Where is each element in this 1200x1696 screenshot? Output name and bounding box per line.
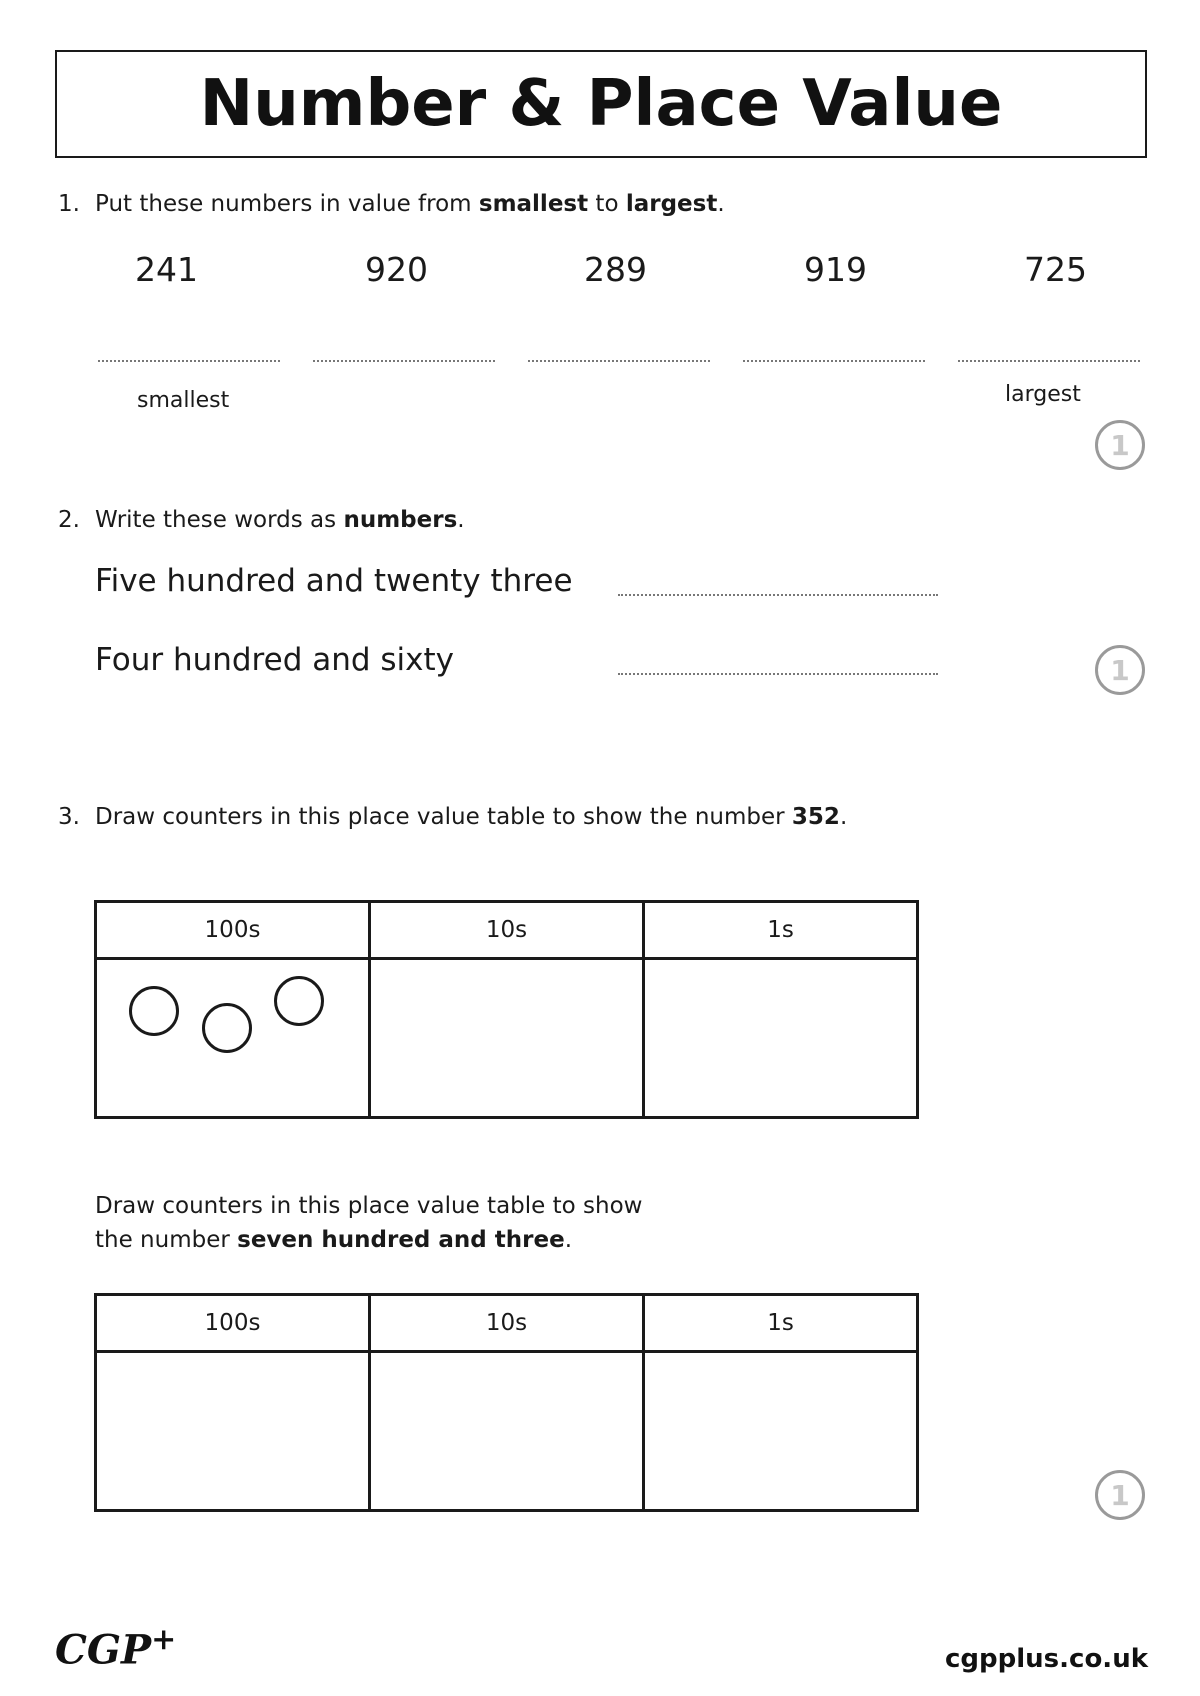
title-box bbox=[55, 50, 1147, 158]
pv1-header-tens: 10s bbox=[370, 902, 644, 959]
pv2-cell-tens[interactable] bbox=[370, 1352, 644, 1511]
footer-url: cgpplus.co.uk bbox=[945, 1644, 1148, 1674]
q1-text-mid: to bbox=[588, 191, 626, 217]
cgp-logo-plus: + bbox=[151, 1622, 177, 1657]
q2-number: 2. bbox=[58, 507, 80, 533]
q2-mark-value: 1 bbox=[1110, 653, 1130, 687]
q1-label-largest: largest bbox=[1005, 382, 1081, 407]
q1-text-bold2: largest bbox=[625, 191, 718, 217]
page-title: Number & Place Value bbox=[199, 67, 1003, 141]
q2-text-bold: numbers bbox=[343, 507, 458, 533]
q1-number-item: 289 bbox=[584, 250, 647, 289]
q3-number: 3. bbox=[58, 804, 80, 830]
q1-answer-line-1[interactable] bbox=[98, 360, 280, 362]
q2-answer-line-1[interactable] bbox=[618, 594, 938, 596]
pv1-cell-ones[interactable] bbox=[644, 959, 918, 1118]
pv2-cell-hundreds[interactable] bbox=[96, 1352, 370, 1511]
q1-text-post: . bbox=[717, 191, 725, 217]
q3-mark-value: 1 bbox=[1110, 1478, 1130, 1512]
q1-answer-line-5[interactable] bbox=[958, 360, 1140, 362]
q1-answer-line-4[interactable] bbox=[743, 360, 925, 362]
q1-answer-line-3[interactable] bbox=[528, 360, 710, 362]
pv2-header-ones: 1s bbox=[644, 1295, 918, 1352]
counter-circle bbox=[202, 1003, 252, 1053]
pv1-cell-tens[interactable] bbox=[370, 959, 644, 1118]
counter-circle bbox=[274, 976, 324, 1026]
q3-part2-line1: Draw counters in this place value table to show bbox=[95, 1193, 643, 1219]
cgp-logo-text: CGP bbox=[55, 1626, 152, 1674]
q3-mark-circle bbox=[1095, 1470, 1145, 1520]
q2-item-2: Four hundred and sixty bbox=[95, 642, 455, 678]
q1-text-pre: Put these numbers in value from bbox=[95, 191, 479, 217]
place-value-table-2 bbox=[94, 1293, 919, 1512]
pv1-header-hundreds: 100s bbox=[96, 902, 370, 959]
q1-number-item: 919 bbox=[804, 250, 867, 289]
q2-text-pre: Write these words as bbox=[95, 507, 344, 533]
q1-number-item: 725 bbox=[1024, 250, 1087, 289]
place-value-table-1 bbox=[94, 900, 919, 1119]
cgp-logo bbox=[55, 1622, 176, 1673]
q2-mark-circle bbox=[1095, 645, 1145, 695]
q2-answer-line-2[interactable] bbox=[618, 673, 938, 675]
q3-text-pre: Draw counters in this place value table to show the number bbox=[95, 804, 792, 830]
q1-text-bold1: smallest bbox=[478, 191, 589, 217]
q3-part2-bold: seven hundred and three bbox=[237, 1227, 565, 1253]
q3-part2-pre: the number bbox=[95, 1227, 238, 1253]
q1-mark-value: 1 bbox=[1110, 428, 1130, 462]
q1-number: 1. bbox=[58, 191, 80, 217]
q3-part2-post: . bbox=[564, 1227, 572, 1253]
q1-text bbox=[95, 191, 725, 217]
q1-label-smallest: smallest bbox=[137, 388, 230, 413]
q3-part2-line2 bbox=[95, 1227, 572, 1253]
pv2-header-tens: 10s bbox=[370, 1295, 644, 1352]
q1-mark-circle bbox=[1095, 420, 1145, 470]
q3-text-post: . bbox=[839, 804, 848, 830]
q3-text-bold: 352 bbox=[791, 804, 840, 830]
pv1-cell-hundreds[interactable] bbox=[96, 959, 370, 1118]
pv2-header-hundreds: 100s bbox=[96, 1295, 370, 1352]
q1-number-item: 241 bbox=[135, 250, 198, 289]
q1-answer-line-2[interactable] bbox=[313, 360, 495, 362]
q1-number-item: 920 bbox=[365, 250, 428, 289]
pv2-cell-ones[interactable] bbox=[644, 1352, 918, 1511]
counter-circle bbox=[129, 986, 179, 1036]
q2-text-post: . bbox=[457, 507, 465, 533]
pv1-header-ones: 1s bbox=[644, 902, 918, 959]
q2-item-1: Five hundred and twenty three bbox=[95, 563, 573, 599]
q2-text bbox=[95, 507, 465, 533]
q3-text bbox=[95, 804, 847, 830]
